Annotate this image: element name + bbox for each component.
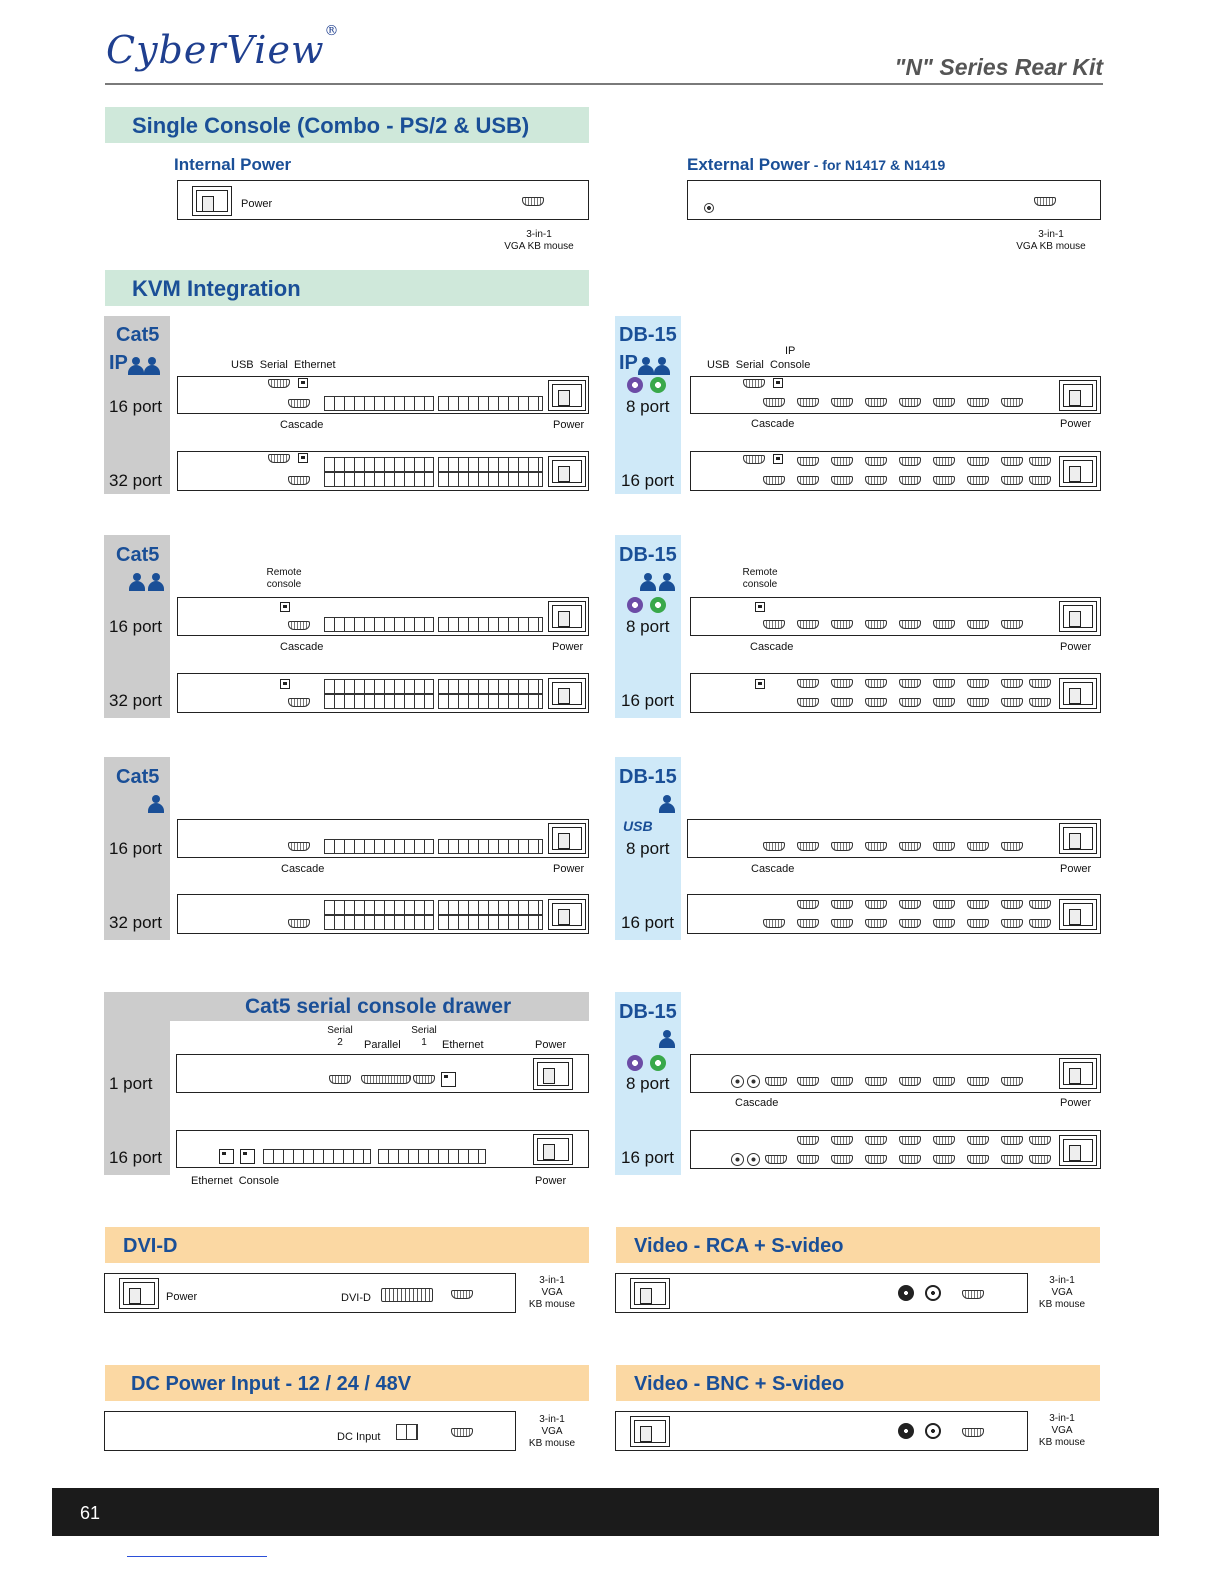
section-banner-dc: DC Power Input - 12 / 24 / 48V [105,1365,589,1401]
vga-port-icon [899,679,921,688]
vga-port-icon [865,842,887,851]
vga-port-icon [1001,476,1023,485]
rca-panel [615,1273,1028,1313]
vga-kb-mouse-label: 3-in-1 VGA KB mouse [528,1414,576,1449]
vga-port-icon [1001,698,1023,707]
vga-port-icon [933,842,955,851]
power-label: Power [553,419,585,431]
vga-port-icon [899,457,921,466]
dvi-label: DVI-D [341,1292,371,1304]
power-label: Power [1060,863,1092,875]
remote-console-label: Remote console [742,567,778,590]
ethernet-port-icon [441,1072,456,1087]
port-count-8: 8 port [626,839,670,858]
ethernet-port-icon [773,454,783,464]
power-inlet-icon [548,456,586,487]
user-icon [148,573,164,591]
cascade-port-icon [288,698,310,707]
serial-port-icon [743,455,765,464]
vga-port-icon [865,457,887,466]
vga-port-icon [831,398,853,407]
vga-port-icon [865,620,887,629]
vga-port-icon [763,476,785,485]
cascade-label: Cascade [750,641,794,653]
dc-terminal-icon [396,1424,418,1440]
parallel-port-icon [361,1075,411,1084]
vga-port-icon [1001,900,1023,909]
rj45-port-bank [438,457,543,487]
vga-port-icon [1001,1136,1023,1145]
user-icon [659,1030,675,1048]
user-icon [654,357,670,375]
vga-port-icon [1029,679,1051,688]
rj45-port-bank [324,617,434,632]
vga-port-icon [797,398,819,407]
drawer-title: Cat5 serial console drawer [245,995,512,1018]
vga-port-icon [1001,1155,1023,1164]
header-divider [105,83,1103,85]
vga-port-icon [899,919,921,928]
vga-port-icon [831,698,853,707]
usb-serial-console-labels: USB Serial Console [707,359,811,371]
ethernet-port-icon [298,378,308,388]
vga-port-icon [1001,842,1023,851]
vga-port-icon [899,620,921,629]
vga-port-icon [967,1136,989,1145]
vga-port-icon [797,1155,819,1164]
dvi-port-icon [381,1288,433,1302]
cat5-single-32-panel [177,894,589,934]
vga-port-icon [1029,698,1051,707]
user-icon [144,357,160,375]
ps2-port-icon [747,1075,760,1088]
vga-port-icon [865,698,887,707]
vga-port-icon [899,698,921,707]
external-power-title: External Power - for N1417 & N1419 [687,155,946,174]
db15-usb-16-panel [687,894,1101,934]
power-inlet-icon [1059,601,1097,632]
port-count-8: 8 port [626,617,670,636]
power-inlet-icon [192,186,232,216]
power-inlet-icon [1059,456,1097,487]
db15-ip-head: DB-15 [619,324,677,346]
remote-console-port-icon [755,602,765,612]
ps2-mouse-icon [627,1055,643,1071]
power-label: Power [535,1175,567,1187]
rj45-port-bank [324,396,434,411]
vga-port-icon [797,919,819,928]
internal-power-title: Internal Power [174,155,292,174]
cascade-label: Cascade [280,419,324,431]
vga-port-icon [763,919,785,928]
vga-port-icon [967,1077,989,1086]
cascade-port-icon [288,476,310,485]
rj45-port-bank [438,679,543,709]
vga-port-icon [797,1136,819,1145]
port-count-16: 16 port [621,913,674,932]
vga-port-icon [899,476,921,485]
serial1-label: Serial 1 [411,1025,437,1048]
external-power-panel [687,180,1101,220]
port-count-16: 16 port [109,1148,162,1167]
rj45-port-bank [324,679,434,709]
vga-port-icon [831,620,853,629]
internal-power-panel [177,180,589,220]
vga-port-icon [933,398,955,407]
power-inlet-icon [1059,899,1097,930]
vga-port-icon [1001,919,1023,928]
serial2-label: Serial 2 [327,1025,353,1048]
vga-port-icon [967,457,989,466]
vga-port-icon [967,679,989,688]
user-icon [148,795,164,813]
vga-port-icon [933,1136,955,1145]
vga-port-icon [933,620,955,629]
single-user-icon-wrap [659,795,675,813]
bottom-ethernet-console-label: Ethernet Console [191,1175,280,1187]
cascade-label: Cascade [751,418,795,430]
vga-port-icon [962,1290,984,1299]
ethernet-label: Ethernet [442,1039,484,1051]
s-video-port-icon [898,1285,914,1301]
vga-port-icon [797,679,819,688]
serial1-port-icon [413,1075,435,1084]
vga-port-icon [797,476,819,485]
vga-port-icon [933,476,955,485]
section-banner-rca: Video - RCA + S-video [616,1227,1100,1263]
power-inlet-icon [630,1278,670,1309]
vga-port-icon [1001,679,1023,688]
vga-kb-mouse-label: 3-in-1 VGA KB mouse [1038,1275,1086,1310]
db15-remote-16-panel [690,673,1101,713]
power-label: Power [535,1039,567,1051]
serial-port-icon [268,379,290,388]
vga-port-icon [1034,197,1056,206]
vga-port-icon [797,457,819,466]
dual-user-icons [640,573,675,591]
remote-console-port-icon [280,679,290,689]
power-inlet-icon [533,1134,573,1165]
ps2-keyboard-icon [650,1055,666,1071]
vga-port-icon [831,900,853,909]
page-number: 61 [80,1503,101,1523]
dc-jack-icon [704,203,714,213]
ethernet-port-icon [773,378,783,388]
cascade-label: Cascade [751,863,795,875]
remote-console-label: Remote console [266,567,302,590]
user-icon [659,795,675,813]
vga-port-icon [967,842,989,851]
s-video-port-icon [898,1423,914,1439]
section-banner-bnc: Video - BNC + S-video [616,1365,1100,1401]
vga-port-icon [933,1155,955,1164]
vga-port-icon [831,476,853,485]
rj45-port-bank [324,839,434,854]
db15-ip-16-panel [690,451,1101,491]
rj45-port-bank [438,900,543,930]
vga-kb-mouse-label: 3-in-1 VGA KB mouse [504,229,574,252]
ps2-port-icon [747,1153,760,1166]
db15-usb-8-panel [687,819,1101,858]
db15-single-8-panel [690,1054,1101,1093]
cat5-remote-head: Cat5 [116,544,160,566]
single-user-icon-wrap [148,795,164,813]
db15-usb-head: DB-15 [619,766,677,788]
rj45-port-bank [438,396,543,411]
cat5-ip-sub: IP [109,352,160,375]
ps2-port-icon [731,1075,744,1088]
port-count-16: 16 port [109,617,162,636]
power-label: Power [1060,641,1092,653]
vga-port-icon [831,1077,853,1086]
footer-bar [52,1488,1159,1536]
ps2-mouse-icon [627,597,643,613]
power-inlet-icon [1059,823,1097,854]
vga-port-icon [967,476,989,485]
power-inlet-icon [548,678,586,709]
dvi-panel [104,1273,516,1313]
vga-port-icon [1029,1155,1051,1164]
usb-logo-icon: USB [623,818,653,834]
port-count-16: 16 port [621,691,674,710]
cascade-port-icon [288,919,310,928]
vga-port-icon [1029,1136,1051,1145]
vga-port-icon [899,398,921,407]
vga-port-icon [451,1290,473,1299]
bnc-port-icon [925,1423,941,1439]
user-icon [129,573,145,591]
power-label: Power [1060,418,1092,430]
vga-port-icon [967,919,989,928]
parallel-label: Parallel [364,1039,401,1051]
power-inlet-icon [533,1058,573,1090]
db15-remote-8-panel [690,597,1101,636]
serial-port-icon [743,379,765,388]
port-count-8: 8 port [626,1074,670,1093]
rj45-port-bank [438,617,543,632]
vga-port-icon [1001,620,1023,629]
vga-kb-mouse-label: 3-in-1 VGA KB mouse [1016,229,1086,252]
cat5-ip-head: Cat5 [116,324,160,346]
bottom-link-line [127,1556,267,1557]
vga-port-icon [1029,900,1051,909]
vga-port-icon [1001,1077,1023,1086]
vga-port-icon [899,1155,921,1164]
vga-port-icon [763,842,785,851]
port-count-16: 16 port [109,397,162,416]
vga-port-icon [765,1155,787,1164]
vga-port-icon [797,842,819,851]
power-inlet-icon [548,899,586,930]
ip-label: IP [785,345,796,357]
power-inlet-icon [1059,1058,1097,1089]
port-count-32: 32 port [109,913,162,932]
vga-port-icon [1029,457,1051,466]
drawer-16-port-panel [176,1130,589,1168]
cascade-label: Cascade [280,641,324,653]
remote-console-port-icon [280,602,290,612]
cat5-remote-32-panel [177,673,589,713]
power-inlet-icon [119,1278,159,1309]
vga-port-icon [967,398,989,407]
section-banner-dvi: DVI-D [105,1227,589,1263]
port-count-32: 32 port [109,691,162,710]
power-inlet-icon [548,823,586,854]
db15-ip-sub: IP [619,352,670,375]
cat5-single-16-panel [177,819,589,858]
section-banner-kvm: KVM Integration [105,270,589,306]
port-count-32: 32 port [109,471,162,490]
section-banner-single-console: Single Console (Combo - PS/2 & USB) [105,107,589,143]
vga-port-icon [899,1136,921,1145]
power-label: Power [552,641,584,653]
vga-port-icon [933,900,955,909]
power-label: Power [1060,1097,1092,1109]
vga-port-icon [831,1155,853,1164]
power-inlet-icon [630,1416,670,1447]
vga-port-icon [831,842,853,851]
vga-port-icon [933,1077,955,1086]
rj45-port-bank [324,900,434,930]
vga-port-icon [522,197,544,206]
ps2-mouse-icon [627,377,643,393]
vga-port-icon [831,457,853,466]
ethernet-port-icon [298,453,308,463]
port-count-8: 8 port [626,397,670,416]
vga-port-icon [865,476,887,485]
vga-port-icon [967,698,989,707]
dc-panel [104,1411,516,1451]
vga-port-icon [899,842,921,851]
vga-port-icon [797,900,819,909]
vga-port-icon [1029,919,1051,928]
port-count-1: 1 port [109,1074,153,1093]
vga-port-icon [933,457,955,466]
vga-port-icon [831,679,853,688]
ps2-keyboard-icon [650,597,666,613]
db15-single-head: DB-15 [619,1001,677,1023]
vga-port-icon [765,1077,787,1086]
serial-port-icon [268,454,290,463]
cat5-remote-16-panel [177,597,589,636]
vga-port-icon [797,1077,819,1086]
power-label: Power [553,863,585,875]
port-count-16: 16 port [621,1148,674,1167]
ps2-keyboard-icon [650,377,666,393]
cat5-ip-32-panel [177,451,589,491]
vga-port-icon [1029,476,1051,485]
cascade-port-icon [288,621,310,630]
dc-input-label: DC Input [337,1431,381,1443]
vga-port-icon [865,679,887,688]
vga-port-icon [1001,398,1023,407]
vga-port-icon [797,698,819,707]
vga-port-icon [797,620,819,629]
cat5-single-head: Cat5 [116,766,160,788]
remote-console-port-icon [755,679,765,689]
vga-kb-mouse-label: 3-in-1 VGA KB mouse [1038,1413,1086,1448]
vga-port-icon [933,679,955,688]
ps2-port-icon [731,1153,744,1166]
ethernet-port-icon [219,1149,234,1164]
power-label: Power [166,1291,198,1303]
serial2-port-icon [329,1075,351,1084]
rj45-port-bank [378,1149,486,1164]
rca-port-icon [925,1285,941,1301]
user-icon [659,573,675,591]
bnc-panel [615,1411,1028,1451]
vga-port-icon [899,1077,921,1086]
power-inlet-icon [548,380,586,411]
vga-port-icon [899,900,921,909]
power-inlet-icon [1059,380,1097,411]
vga-port-icon [967,620,989,629]
rj45-port-bank [438,839,543,854]
vga-port-icon [451,1428,473,1437]
page-title: "N" Series Rear Kit [894,54,1103,80]
vga-port-icon [962,1428,984,1437]
cascade-port-icon [288,399,310,408]
cascade-port-icon [288,842,310,851]
db15-single-16-panel [690,1130,1101,1169]
brand-logo: CyberView® [106,23,340,72]
vga-kb-mouse-label: 3-in-1 VGA KB mouse [528,1275,576,1310]
rj45-port-bank [324,457,434,487]
user-icon [128,357,144,375]
power-inlet-icon [1059,678,1097,709]
console-port-icon [240,1149,255,1164]
vga-port-icon [831,919,853,928]
power-label: Power [241,198,273,210]
vga-port-icon [967,900,989,909]
vga-port-icon [933,698,955,707]
vga-port-icon [763,398,785,407]
single-user-icon-wrap [659,1030,675,1048]
port-count-16: 16 port [109,839,162,858]
user-icon [640,573,656,591]
cat5-ip-16-panel [177,376,589,414]
vga-port-icon [763,620,785,629]
vga-port-icon [933,919,955,928]
dual-user-icons [129,573,164,591]
power-inlet-icon [548,601,586,632]
vga-port-icon [865,1077,887,1086]
power-inlet-icon [1059,1135,1097,1166]
vga-port-icon [865,900,887,909]
rj45-port-bank [263,1149,371,1164]
drawer-1-port-panel [176,1054,589,1093]
vga-port-icon [865,1136,887,1145]
usb-label: USB Serial Ethernet [231,359,336,371]
port-count-16: 16 port [621,471,674,490]
db15-remote-head: DB-15 [619,544,677,566]
cascade-label: Cascade [281,863,325,875]
vga-port-icon [1001,457,1023,466]
vga-port-icon [865,1155,887,1164]
vga-port-icon [865,919,887,928]
db15-ip-8-panel [690,376,1101,414]
vga-port-icon [831,1136,853,1145]
vga-port-icon [865,398,887,407]
cascade-label: Cascade [735,1097,779,1109]
vga-port-icon [967,1155,989,1164]
user-icon [638,357,654,375]
